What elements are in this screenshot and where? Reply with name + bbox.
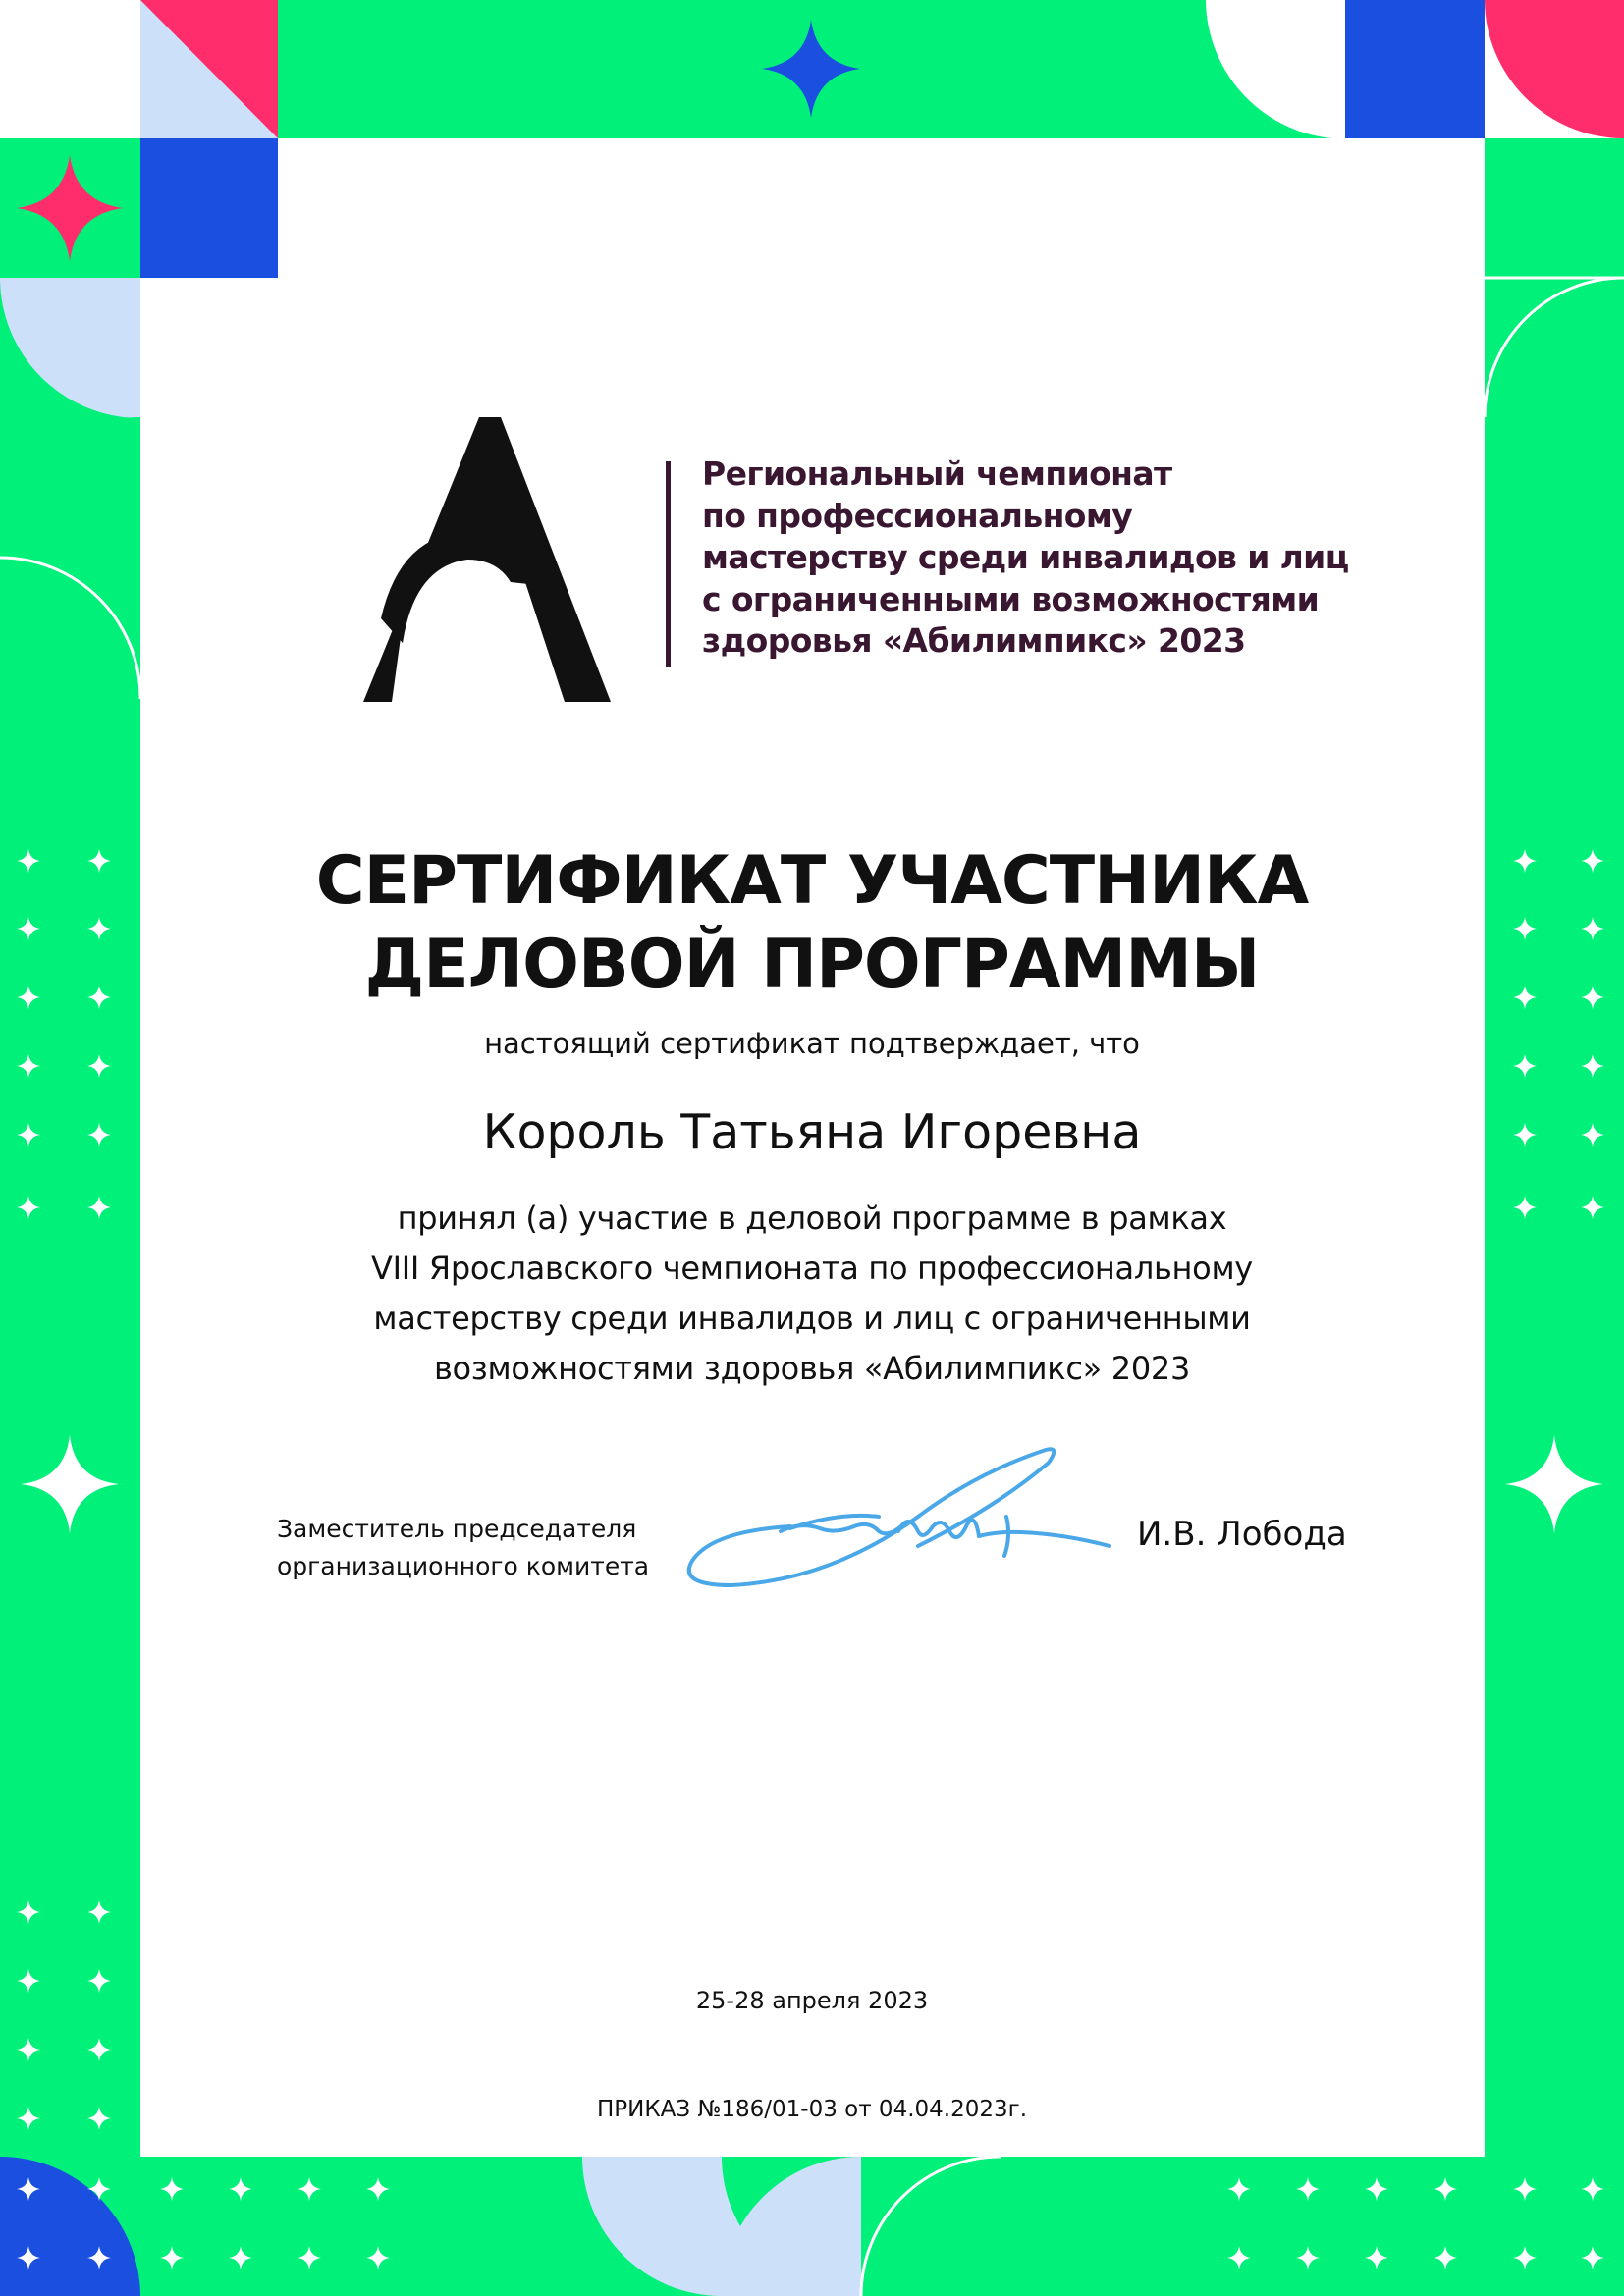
corner-bottom-left-shapes xyxy=(0,2157,1001,2296)
corner-top-right-shapes xyxy=(1206,0,1624,278)
event-dates: 25-28 апреля 2023 xyxy=(695,1987,929,2014)
signer-role xyxy=(277,1511,689,1585)
body-line: мастерству среди инвалидов и лиц с ограниченными xyxy=(373,1300,1251,1337)
logo-text-line: с ограниченными возможностями xyxy=(702,579,1320,618)
title-line-1: СЕРТИФИКАТ УЧАСТНИКА xyxy=(315,842,1309,920)
signer-role-line-2: организационного комитета xyxy=(277,1552,650,1580)
large-sparkle-right-icon xyxy=(1505,1435,1603,1533)
body-line: принял (а) участие в деловой программе в рамках xyxy=(397,1200,1227,1237)
large-sparkle-left-icon xyxy=(21,1435,119,1533)
order-reference: ПРИКАЗ №186/01-03 от 04.04.2023г. xyxy=(596,2097,1028,2122)
logo-text-line: по профессиональному xyxy=(702,496,1133,535)
logo-divider xyxy=(666,461,671,667)
body-line: возможностями здоровья «Абилимпикс» 2023 xyxy=(433,1350,1191,1387)
signer-name: И.В. Лобода xyxy=(1137,1515,1347,1554)
logo-text-line: здоровья «Абилимпикс» 2023 xyxy=(702,621,1246,660)
championship-name xyxy=(702,454,1349,663)
body-line: VIII Ярославского чемпионата по профессиональному xyxy=(371,1250,1253,1287)
handwritten-signature xyxy=(673,1438,1124,1600)
certificate-subtitle: настоящий сертификат подтверждает, что xyxy=(484,1027,1140,1060)
blue-sparkle-icon xyxy=(762,20,860,118)
logo-text-line: Региональный чемпионат xyxy=(702,454,1172,493)
certificate-title xyxy=(0,839,1624,1006)
certificate-body xyxy=(0,1194,1624,1394)
recipient-name: Король Татьяна Игоревна xyxy=(482,1104,1142,1160)
corner-top-left-shapes xyxy=(0,0,278,699)
signer-role-line-1: Заместитель председателя xyxy=(277,1515,637,1543)
abilympics-logo-icon xyxy=(363,417,619,712)
title-line-2: ДЕЛОВОЙ ПРОГРАММЫ xyxy=(364,926,1260,1003)
logo-text-line: мастерству среди инвалидов и лиц xyxy=(702,538,1349,576)
